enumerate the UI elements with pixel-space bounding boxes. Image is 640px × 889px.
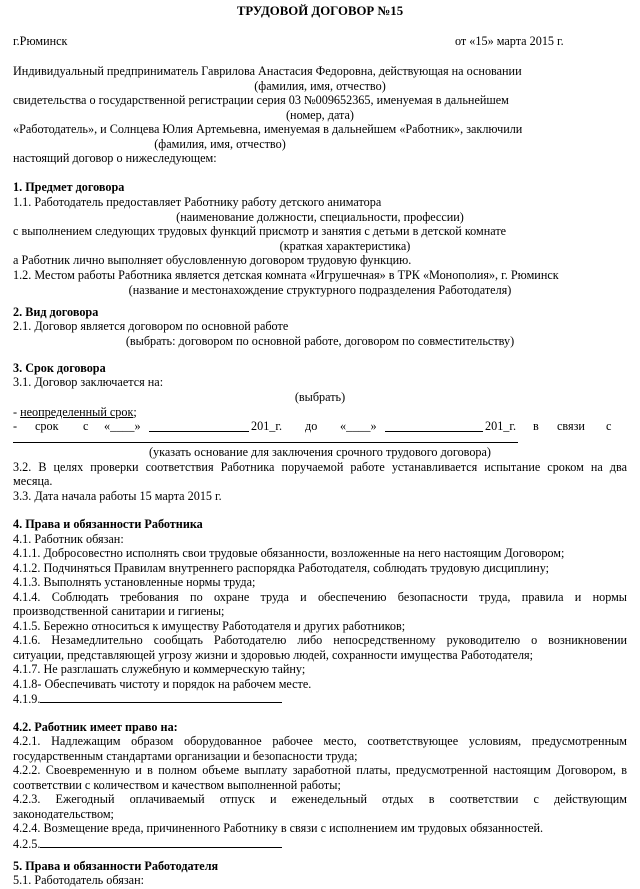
section-4-line-6: производственной санитарии и гигиены; bbox=[13, 604, 225, 618]
section-2-line-1: 2.1. Договор является договором по основной работе bbox=[13, 319, 289, 333]
section-1-hint-2: (краткая характеристика) bbox=[279, 239, 411, 253]
section-4-2-line-7: 4.2.4. Возмещение вреда, причиненного Работнику в связи с исполнением им трудовых обязанностей. bbox=[13, 821, 544, 835]
preamble-hint-1: (фамилия, имя, отчество) bbox=[254, 79, 386, 93]
term-fixed-row: - срок с «____» 201_г. до «____» 201_г. в связи с bbox=[13, 419, 612, 433]
contract-date: от «15» марта 2015 г. bbox=[455, 34, 564, 48]
section-5-line-1: 5.1. Работодатель обязан: bbox=[13, 873, 145, 887]
section-2-heading: 2. Вид договора bbox=[13, 305, 99, 319]
section-4-line-3: 4.1.2. Подчиняться Правилам внутреннего распорядка Работодателя, соблюдать трудовую дисциплину; bbox=[13, 561, 550, 575]
preamble-line-1: Индивидуальный предприниматель Гаврилова Анастасия Федоровна, действующая на основании bbox=[13, 64, 522, 78]
section-1-line-2: с выполнением следующих трудовых функций присмотр и занятия с детьми в детской комнате bbox=[13, 224, 507, 238]
section-4-line-10: 4.1.7. Не разглашать служебную и коммерческую тайну; bbox=[13, 662, 306, 676]
section-4-2-line-8: 4.2.5. bbox=[13, 836, 627, 851]
section-4-2-line-1: 4.2.1. Надлежащим образом оборудованное рабочее место, соответствующее условиям, предусмотренным bbox=[13, 734, 627, 748]
section-1-line-4: 1.2. Местом работы Работника является детская комната «Игрушечная» в ТРК «Монополия», г. Рюминск bbox=[13, 268, 559, 282]
preamble-line-3: «Работодатель», и Солнцева Юлия Артемьевна, именуемая в дальнейшем «Работник», заключили bbox=[13, 122, 523, 136]
preamble-hint-2: (номер, дата) bbox=[286, 108, 354, 122]
section-4-line-7: 4.1.5. Бережно относиться к имуществу Работодателя и других работников; bbox=[13, 619, 406, 633]
preamble-line-4: настоящий договор о нижеследующем: bbox=[13, 151, 217, 165]
section-4-line-5: 4.1.4. Соблюдать требования по охране труда и обеспечению безопасности труда, правила и нормы bbox=[13, 590, 627, 604]
section-4-line-12: 4.1.9. bbox=[13, 691, 627, 706]
section-4-line-9: ситуации, представляющей угрозу жизни и здоровью людей, сохранности имущества Работодателя; bbox=[13, 648, 534, 662]
section-4-line-1: 4.1. Работник обязан: bbox=[13, 532, 124, 546]
section-4-2-line-6: законодательством; bbox=[13, 807, 114, 821]
document-title: ТРУДОВОЙ ДОГОВОР №15 bbox=[236, 4, 404, 18]
section-3-line-6: 3.3. Дата начала работы 15 марта 2015 г. bbox=[13, 489, 222, 503]
section-3-line-4: 3.2. В целях проверки соответствия Работника поручаемой работе устанавливается испытание сроком на два bbox=[13, 460, 627, 474]
preamble-line-2: свидетельства о государственной регистрации серия 03 №009652365, именуемая в дальнейшем bbox=[13, 93, 509, 107]
section-4-line-8: 4.1.6. Незамедлительно сообщать Работодателю либо непосредственному руководителю о возникновении bbox=[13, 633, 627, 647]
section-3-heading: 3. Срок договора bbox=[13, 361, 106, 375]
section-4-2-heading: 4.2. Работник имеет право на: bbox=[13, 720, 178, 734]
section-2-hint-1: (выбрать: договором по основной работе, договором по совместительству) bbox=[125, 334, 515, 348]
section-1-line-1: 1.1. Работодатель предоставляет Работнику работу детского аниматора bbox=[13, 195, 382, 209]
term-reason-blank bbox=[13, 442, 518, 443]
section-3-hint-1: (выбрать) bbox=[294, 390, 346, 404]
section-5-heading: 5. Права и обязанности Работодателя bbox=[13, 859, 219, 873]
place-date-row bbox=[13, 34, 627, 49]
item-4-1-9-blank bbox=[40, 691, 282, 703]
term-indefinite: - неопределенный срок; bbox=[13, 405, 137, 419]
section-4-2-line-4: соответствии с количеством и качеством выполненной работы; bbox=[13, 778, 341, 792]
date-blank-1 bbox=[149, 420, 249, 432]
section-4-line-11: 4.1.8- Обеспечивать чистоту и порядок на рабочем месте. bbox=[13, 677, 312, 691]
section-1-hint-1: (наименование должности, специальности, профессии) bbox=[176, 210, 464, 224]
preamble-hint-3: (фамилия, имя, отчество) bbox=[154, 137, 286, 151]
item-4-2-5-blank bbox=[40, 836, 282, 848]
section-1-heading: 1. Предмет договора bbox=[13, 180, 125, 194]
section-3-line-1: 3.1. Договор заключается на: bbox=[13, 375, 164, 389]
section-1-hint-4: (название и местонахождение структурного подразделения Работодателя) bbox=[128, 283, 512, 297]
date-blank-2 bbox=[385, 420, 483, 432]
section-4-2-line-3: 4.2.2. Своевременную и в полном объеме выплату заработной платы, предусмотренной настоящим Договором, в bbox=[13, 763, 627, 777]
section-3-hint-3: (указать основание для заключения срочного трудового договора) bbox=[148, 445, 491, 459]
city: г.Рюминск bbox=[13, 34, 68, 48]
section-1-line-3: а Работник лично выполняет обусловленную договором трудовую функцию. bbox=[13, 253, 412, 267]
section-4-line-4: 4.1.3. Выполнять установленные нормы труда; bbox=[13, 575, 256, 589]
section-4-2-line-5: 4.2.3. Ежегодный оплачиваемый отпуск и еженедельный отдых в соответствии с действующим bbox=[13, 792, 627, 806]
section-4-line-2: 4.1.1. Добросовестно исполнять свои трудовые обязанности, возложенные на него настоящим Договором; bbox=[13, 546, 565, 560]
section-3-line-5: месяца. bbox=[13, 474, 53, 488]
section-4-heading: 4. Права и обязанности Работника bbox=[13, 517, 203, 531]
indefinite-term-text: неопределенный срок bbox=[20, 405, 134, 419]
section-4-2-line-2: государственным стандартами организации и безопасности труда; bbox=[13, 749, 358, 763]
